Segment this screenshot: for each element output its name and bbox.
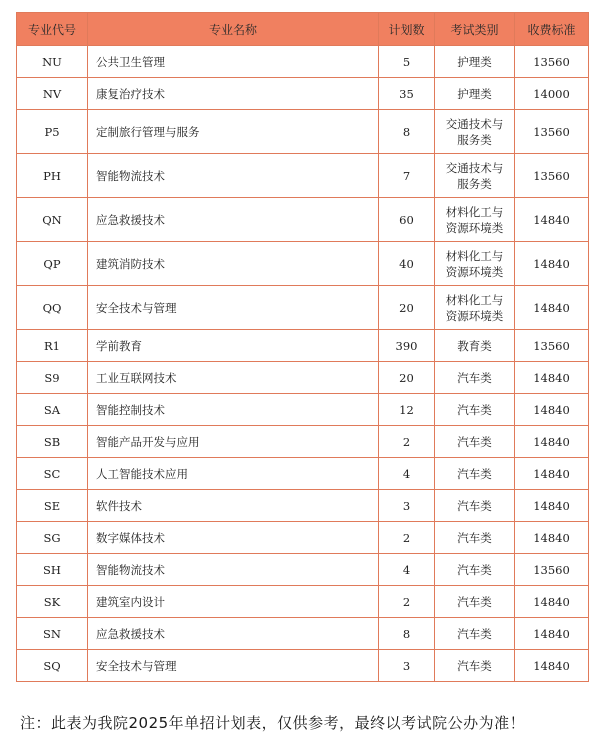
major-name-cell: 人工智能技术应用 [88, 458, 379, 490]
exam-category-cell: 材料化工与 资源环境类 [435, 198, 515, 242]
plan-count-cell: 2 [379, 426, 435, 458]
exam-category-cell: 教育类 [435, 330, 515, 362]
enrollment-plan-table [16, 12, 589, 682]
plan-count-cell: 390 [379, 330, 435, 362]
plan-count-cell: 2 [379, 586, 435, 618]
plan-count-cell: 35 [379, 78, 435, 110]
exam-category-cell: 护理类 [435, 78, 515, 110]
major-code-cell: SE [17, 490, 88, 522]
major-name-cell: 安全技术与管理 [88, 286, 379, 330]
exam-category-cell: 汽车类 [435, 554, 515, 586]
major-code-cell: SG [17, 522, 88, 554]
exam-category-cell: 材料化工与 资源环境类 [435, 286, 515, 330]
exam-category-cell: 汽车类 [435, 426, 515, 458]
table-body [17, 46, 589, 682]
major-code-cell: P5 [17, 110, 88, 154]
footnote: 注：此表为我院2025年单招计划表，仅供参考，最终以考试院公办为准！ [20, 714, 526, 732]
major-code-cell: SH [17, 554, 88, 586]
plan-count-cell: 40 [379, 242, 435, 286]
major-code-cell: QQ [17, 286, 88, 330]
major-name-cell: 安全技术与管理 [88, 650, 379, 682]
fee-cell: 14840 [515, 458, 589, 490]
plan-count-cell: 3 [379, 490, 435, 522]
fee-cell: 14840 [515, 394, 589, 426]
exam-category-cell: 汽车类 [435, 522, 515, 554]
plan-count-cell: 3 [379, 650, 435, 682]
fee-cell: 14840 [515, 490, 589, 522]
major-name-cell: 建筑消防技术 [88, 242, 379, 286]
exam-category-cell: 汽车类 [435, 458, 515, 490]
header-fee: 收费标准 [515, 13, 589, 46]
major-code-cell: SB [17, 426, 88, 458]
table-row [17, 618, 589, 650]
major-name-cell: 智能物流技术 [88, 154, 379, 198]
fee-cell: 14840 [515, 362, 589, 394]
header-name: 专业名称 [88, 13, 379, 46]
enrollment-plan-sheet [16, 12, 588, 682]
major-code-cell: NV [17, 78, 88, 110]
exam-category-cell: 汽车类 [435, 618, 515, 650]
major-code-cell: QP [17, 242, 88, 286]
exam-category-cell: 交通技术与 服务类 [435, 154, 515, 198]
table-row [17, 154, 589, 198]
fee-cell: 14840 [515, 650, 589, 682]
major-name-cell: 应急救援技术 [88, 618, 379, 650]
plan-count-cell: 4 [379, 458, 435, 490]
exam-category-cell: 汽车类 [435, 650, 515, 682]
fee-cell: 14840 [515, 286, 589, 330]
plan-count-cell: 2 [379, 522, 435, 554]
major-name-cell: 智能物流技术 [88, 554, 379, 586]
plan-count-cell: 5 [379, 46, 435, 78]
major-code-cell: QN [17, 198, 88, 242]
major-name-cell: 工业互联网技术 [88, 362, 379, 394]
plan-count-cell: 8 [379, 618, 435, 650]
fee-cell: 14840 [515, 242, 589, 286]
major-code-cell: SC [17, 458, 88, 490]
fee-cell: 14840 [515, 426, 589, 458]
exam-category-cell: 交通技术与 服务类 [435, 110, 515, 154]
fee-cell: 14840 [515, 586, 589, 618]
major-name-cell: 数字媒体技术 [88, 522, 379, 554]
fee-cell: 13560 [515, 554, 589, 586]
major-name-cell: 康复治疗技术 [88, 78, 379, 110]
table-row [17, 586, 589, 618]
major-name-cell: 公共卫生管理 [88, 46, 379, 78]
table-row [17, 242, 589, 286]
major-name-cell: 建筑室内设计 [88, 586, 379, 618]
major-name-cell: 学前教育 [88, 330, 379, 362]
fee-cell: 14000 [515, 78, 589, 110]
major-code-cell: SN [17, 618, 88, 650]
major-code-cell: SA [17, 394, 88, 426]
major-code-cell: SK [17, 586, 88, 618]
major-code-cell: R1 [17, 330, 88, 362]
major-name-cell: 软件技术 [88, 490, 379, 522]
major-name-cell: 智能产品开发与应用 [88, 426, 379, 458]
table-row [17, 330, 589, 362]
fee-cell: 14840 [515, 618, 589, 650]
plan-count-cell: 60 [379, 198, 435, 242]
table-row [17, 426, 589, 458]
exam-category-cell: 材料化工与 资源环境类 [435, 242, 515, 286]
major-name-cell: 智能控制技术 [88, 394, 379, 426]
plan-count-cell: 12 [379, 394, 435, 426]
major-name-cell: 应急救援技术 [88, 198, 379, 242]
table-row [17, 198, 589, 242]
fee-cell: 14840 [515, 198, 589, 242]
major-code-cell: NU [17, 46, 88, 78]
plan-count-cell: 20 [379, 362, 435, 394]
fee-cell: 13560 [515, 46, 589, 78]
plan-count-cell: 7 [379, 154, 435, 198]
header-code: 专业代号 [17, 13, 88, 46]
header-category: 考试类别 [435, 13, 515, 46]
table-row [17, 522, 589, 554]
table-row [17, 78, 589, 110]
fee-cell: 13560 [515, 154, 589, 198]
table-row [17, 458, 589, 490]
table-row [17, 286, 589, 330]
table-header-row [17, 13, 589, 46]
fee-cell: 13560 [515, 330, 589, 362]
table-row [17, 554, 589, 586]
exam-category-cell: 汽车类 [435, 362, 515, 394]
plan-count-cell: 20 [379, 286, 435, 330]
table-row [17, 394, 589, 426]
major-name-cell: 定制旅行管理与服务 [88, 110, 379, 154]
fee-cell: 13560 [515, 110, 589, 154]
plan-count-cell: 8 [379, 110, 435, 154]
major-code-cell: PH [17, 154, 88, 198]
exam-category-cell: 汽车类 [435, 586, 515, 618]
table-row [17, 490, 589, 522]
table-row [17, 362, 589, 394]
fee-cell: 14840 [515, 522, 589, 554]
plan-count-cell: 4 [379, 554, 435, 586]
exam-category-cell: 汽车类 [435, 394, 515, 426]
major-code-cell: SQ [17, 650, 88, 682]
header-plan: 计划数 [379, 13, 435, 46]
table-row [17, 46, 589, 78]
table-row [17, 110, 589, 154]
exam-category-cell: 护理类 [435, 46, 515, 78]
major-code-cell: S9 [17, 362, 88, 394]
exam-category-cell: 汽车类 [435, 490, 515, 522]
table-row [17, 650, 589, 682]
